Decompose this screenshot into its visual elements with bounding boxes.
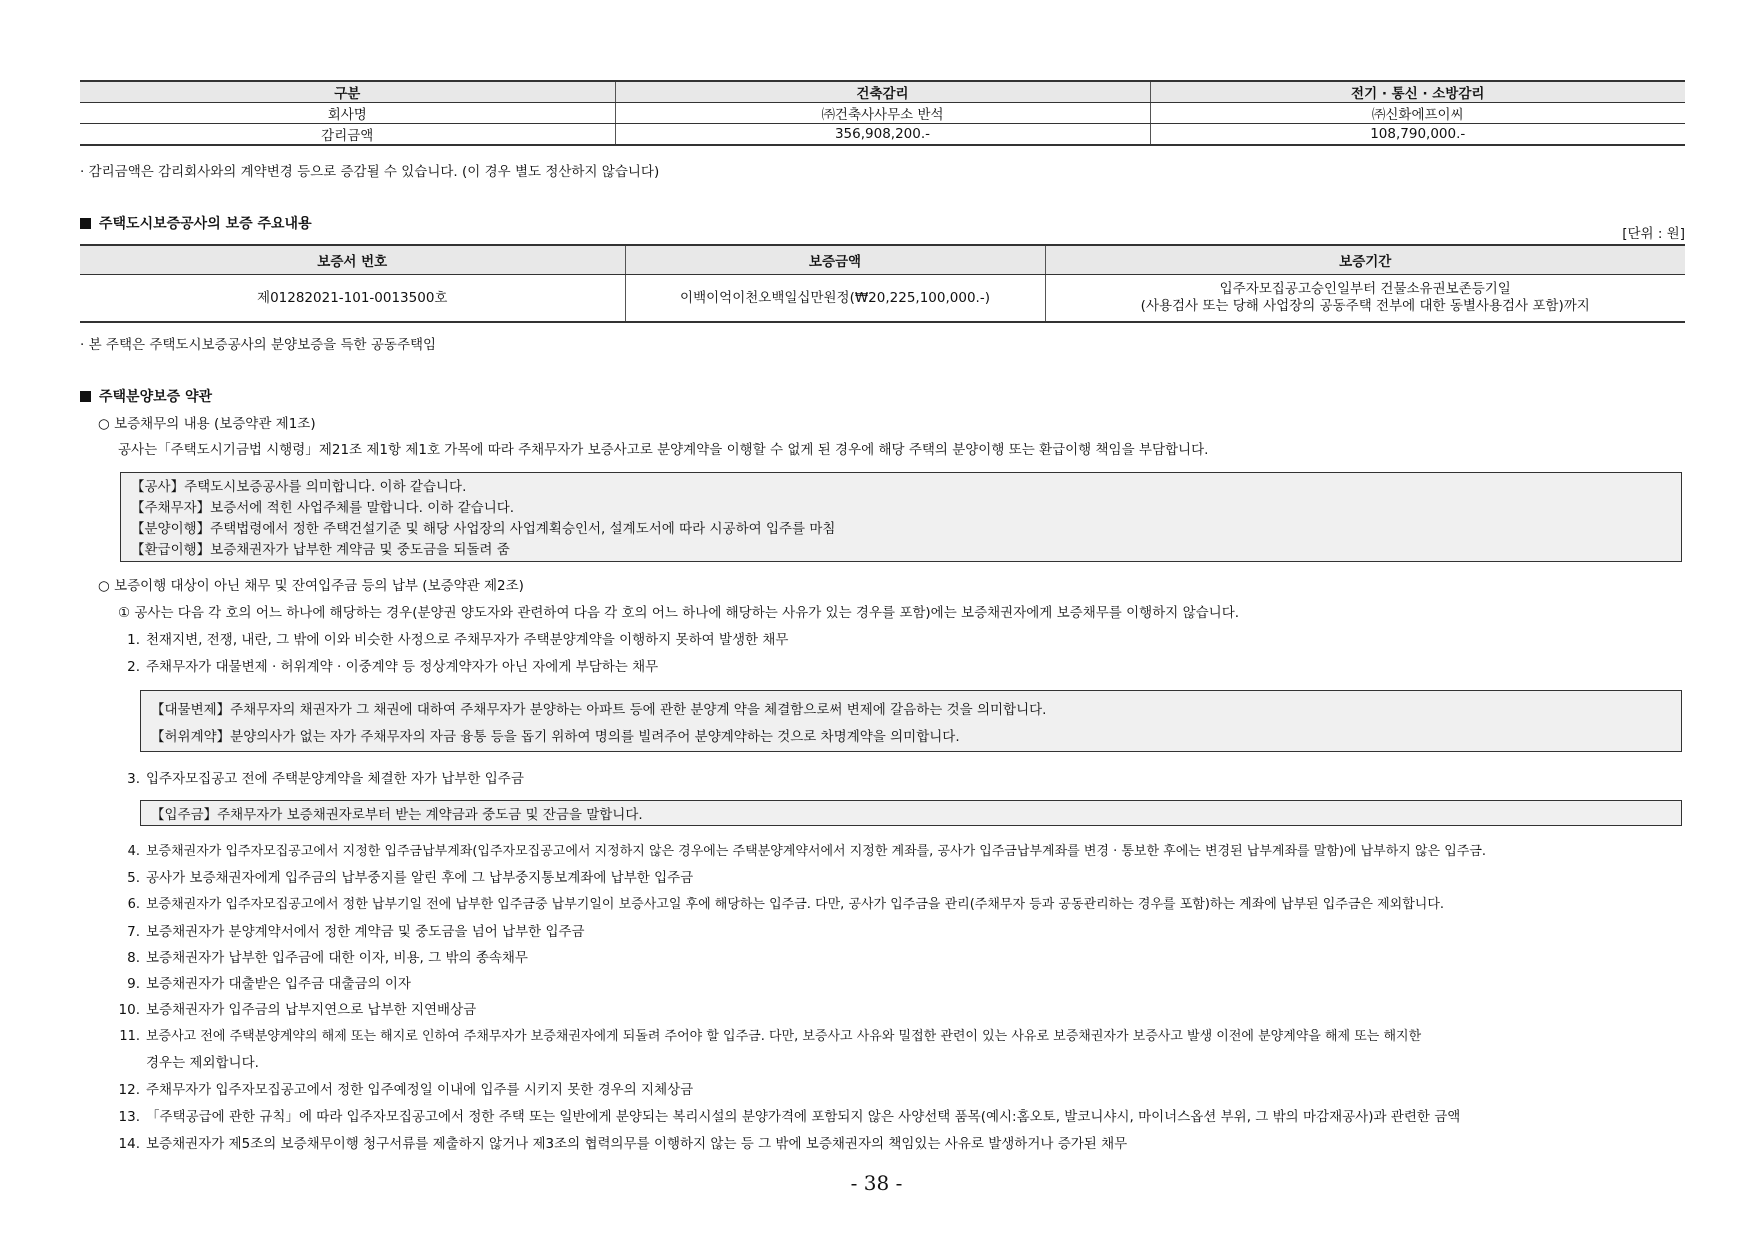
table-header-cell: 건축감리: [615, 81, 1150, 103]
section-title: 주택도시보증공사의 보증 주요내용: [99, 216, 312, 232]
table-header-cell: 보증서 번호: [80, 245, 625, 275]
list-item: 9. 보증채권자가 대출받은 입주금 대출금의 이자: [127, 976, 411, 992]
guarantee-period-line: 입주자모집공고승인일부터 건물소유권보존등기일: [1219, 281, 1511, 297]
guarantee-note: · 본 주택은 주택도시보증공사의 분양보증을 득한 공동주택임: [80, 337, 437, 353]
list-item: 12. 주채무자가 입주자모집공고에서 정한 입주예정일 이내에 입주를 시키지 못한 경우의 지체상금: [118, 1082, 694, 1098]
section-heading-guarantee: [80, 213, 312, 233]
section-heading-terms: [80, 386, 212, 406]
list-item: 5. 공사가 보증채권자에게 입주금의 납부중지를 알린 후에 그 납부중지통보계좌에 납부한 입주금: [127, 870, 694, 886]
article1-title: ○ 보증채무의 내용 (보증약관 제1조): [98, 416, 316, 432]
definition-line: 【대물변제】주채무자의 채권자가 그 채권에 대하여 주채무자가 분양하는 아파트 등에 관한 분양계 약을 체결함으로써 변제에 갈음하는 것을 의미합니다.: [151, 702, 1047, 718]
table-cell: 108,790,000.-: [1150, 124, 1685, 146]
table-row: [80, 103, 1685, 124]
section-title: 주택분양보증 약관: [99, 389, 213, 405]
table-header-row: [80, 81, 1685, 103]
guarantee-table: [80, 244, 1685, 323]
square-bullet-icon: [80, 218, 91, 229]
list-item: 11. 보증사고 전에 주택분양계약의 해제 또는 해지로 인하여 주채무자가 보증채권자에게 되돌려 주어야 할 입주금. 다만, 보증사고 사유와 밀접한 관련이 있는 사유로 보증채권자가 보증사고 발생 이전에 분양계약을 해제 또는 해지한: [119, 1029, 1422, 1044]
list-item: 3. 입주자모집공고 전에 주택분양계약을 체결한 자가 납부한 입주금: [127, 771, 524, 787]
definition-box: [140, 690, 1682, 752]
list-item: 8. 보증채권자가 납부한 입주금에 대한 이자, 비용, 그 밖의 종속채무: [127, 950, 528, 966]
list-item: 4. 보증채권자가 입주자모집공고에서 지정한 입주금납부계좌(입주자모집공고에서 지정하지 않은 경우에는 주택분양계약서에서 지정한 계좌를, 공사가 입주금납부계좌를 변경 · 통보한 후에는 변경된 납부계좌를 말함)에 납부하지 않은 입주금.: [127, 844, 1487, 859]
definition-line: 【입주금】주채무자가 보증채권자로부터 받는 계약금과 중도금 및 잔금을 말합니다.: [151, 807, 643, 823]
page-number: - 38 -: [850, 1171, 903, 1195]
list-item: 13. 「주택공급에 관한 규칙」에 따라 입주자모집공고에서 정한 주택 또는 일반에게 분양되는 복리시설의 분양가격에 포함되지 않은 사양선택 품목(예시:홈오토, 발코니샤시, 마이너스옵션 부위, 그 밖의 마감재공사)과 관련한 금액: [118, 1109, 1461, 1125]
list-item-continuation: 경우는 제외합니다.: [146, 1055, 259, 1071]
article1-body: 공사는「주택도시기금법 시행령」제21조 제1항 제1호 가목에 따라 주채무자가 보증사고로 분양계약을 이행할 수 없게 된 경우에 해당 주택의 분양이행 또는 환급이행 책임을 부담합니다.: [118, 442, 1209, 458]
definition-line: 【주채무자】보증서에 적힌 사업주체를 말합니다. 이하 같습니다.: [131, 500, 515, 516]
table-cell: 356,908,200.-: [615, 124, 1150, 146]
definition-box: [140, 800, 1682, 826]
guarantee-amount: 이백이억이천오백일십만원정(₩20,225,100,000.-): [625, 275, 1045, 323]
supervision-table: [80, 80, 1685, 146]
table-header-row: [80, 245, 1685, 275]
unit-label: [단위 : 원]: [1622, 226, 1685, 242]
list-item: 1. 천재지변, 전쟁, 내란, 그 밖에 이와 비슷한 사정으로 주채무자가 주택분양계약을 이행하지 못하여 발생한 채무: [127, 632, 789, 648]
list-item: 2. 주채무자가 대물변제 · 허위계약 · 이중계약 등 정상계약자가 아닌 자에게 부담하는 채무: [127, 659, 659, 675]
table-header-cell: 구분: [80, 81, 615, 103]
table-row: [80, 124, 1685, 146]
list-item: 14. 보증채권자가 제5조의 보증채무이행 청구서류를 제출하지 않거나 제3조의 협력의무를 이행하지 않는 등 그 밖에 보증채권자의 책임있는 사유로 발생하거나 증가된 채무: [118, 1136, 1128, 1152]
definition-line: 【허위계약】분양의사가 없는 자가 주채무자의 자금 융통 등을 돕기 위하여 명의를 빌려주어 분양계약하는 것으로 차명계약을 의미합니다.: [151, 729, 960, 745]
list-item: 6. 보증채권자가 입주자모집공고에서 정한 납부기일 전에 납부한 입주금중 납부기일이 보증사고일 후에 해당하는 입주금. 다만, 공사가 입주금을 관리(주채무자 등과 공동관리하는 경우를 포함)하는 계좌에 납부된 입주금은 제외합니다.: [127, 897, 1445, 912]
table-header-cell: 보증금액: [625, 245, 1045, 275]
table-header-cell: 전기 · 통신 · 소방감리: [1150, 81, 1685, 103]
guarantee-period-line: (사용검사 또는 당해 사업장의 공동주택 전부에 대한 동별사용검사 포함)까지: [1140, 298, 1590, 314]
list-item: 10. 보증채권자가 입주금의 납부지연으로 납부한 지연배상금: [118, 1002, 477, 1018]
table-header-cell: 보증기간: [1045, 245, 1685, 275]
definition-line: 【환급이행】보증채권자가 납부한 계약금 및 중도금을 되돌려 줌: [131, 542, 510, 558]
table-cell: 회사명: [80, 103, 615, 124]
table-cell: ㈜신화에프이씨: [1150, 103, 1685, 124]
table-row: [80, 275, 1685, 323]
square-bullet-icon: [80, 391, 91, 402]
list-item: 7. 보증채권자가 분양계약서에서 정한 계약금 및 중도금을 넘어 납부한 입주금: [127, 924, 585, 940]
article2-title: ○ 보증이행 대상이 아닌 채무 및 잔여입주금 등의 납부 (보증약관 제2조): [98, 578, 524, 594]
supervision-note: · 감리금액은 감리회사와의 계약변경 등으로 증감될 수 있습니다. (이 경우 별도 정산하지 않습니다): [80, 164, 660, 180]
article2-clause1: ① 공사는 다음 각 호의 어느 하나에 해당하는 경우(분양권 양도자와 관련하여 다음 각 호의 어느 하나에 해당하는 사유가 있는 경우를 포함)에는 보증채권자에게 보증채무를 이행하지 않습니다.: [118, 605, 1240, 621]
guarantee-number: 제01282021-101-0013500호: [257, 289, 448, 306]
definition-line: 【분양이행】주택법령에서 정한 주택건설기준 및 해당 사업장의 사업계획승인서, 설계도서에 따라 시공하여 입주를 마침: [131, 521, 836, 537]
table-cell: 감리금액: [80, 124, 615, 146]
guarantee-period: [1045, 275, 1685, 323]
table-cell: ㈜건축사사무소 반석: [615, 103, 1150, 124]
definition-line: 【공사】주택도시보증공사를 의미합니다. 이하 같습니다.: [131, 479, 467, 495]
definition-box: [120, 472, 1682, 562]
